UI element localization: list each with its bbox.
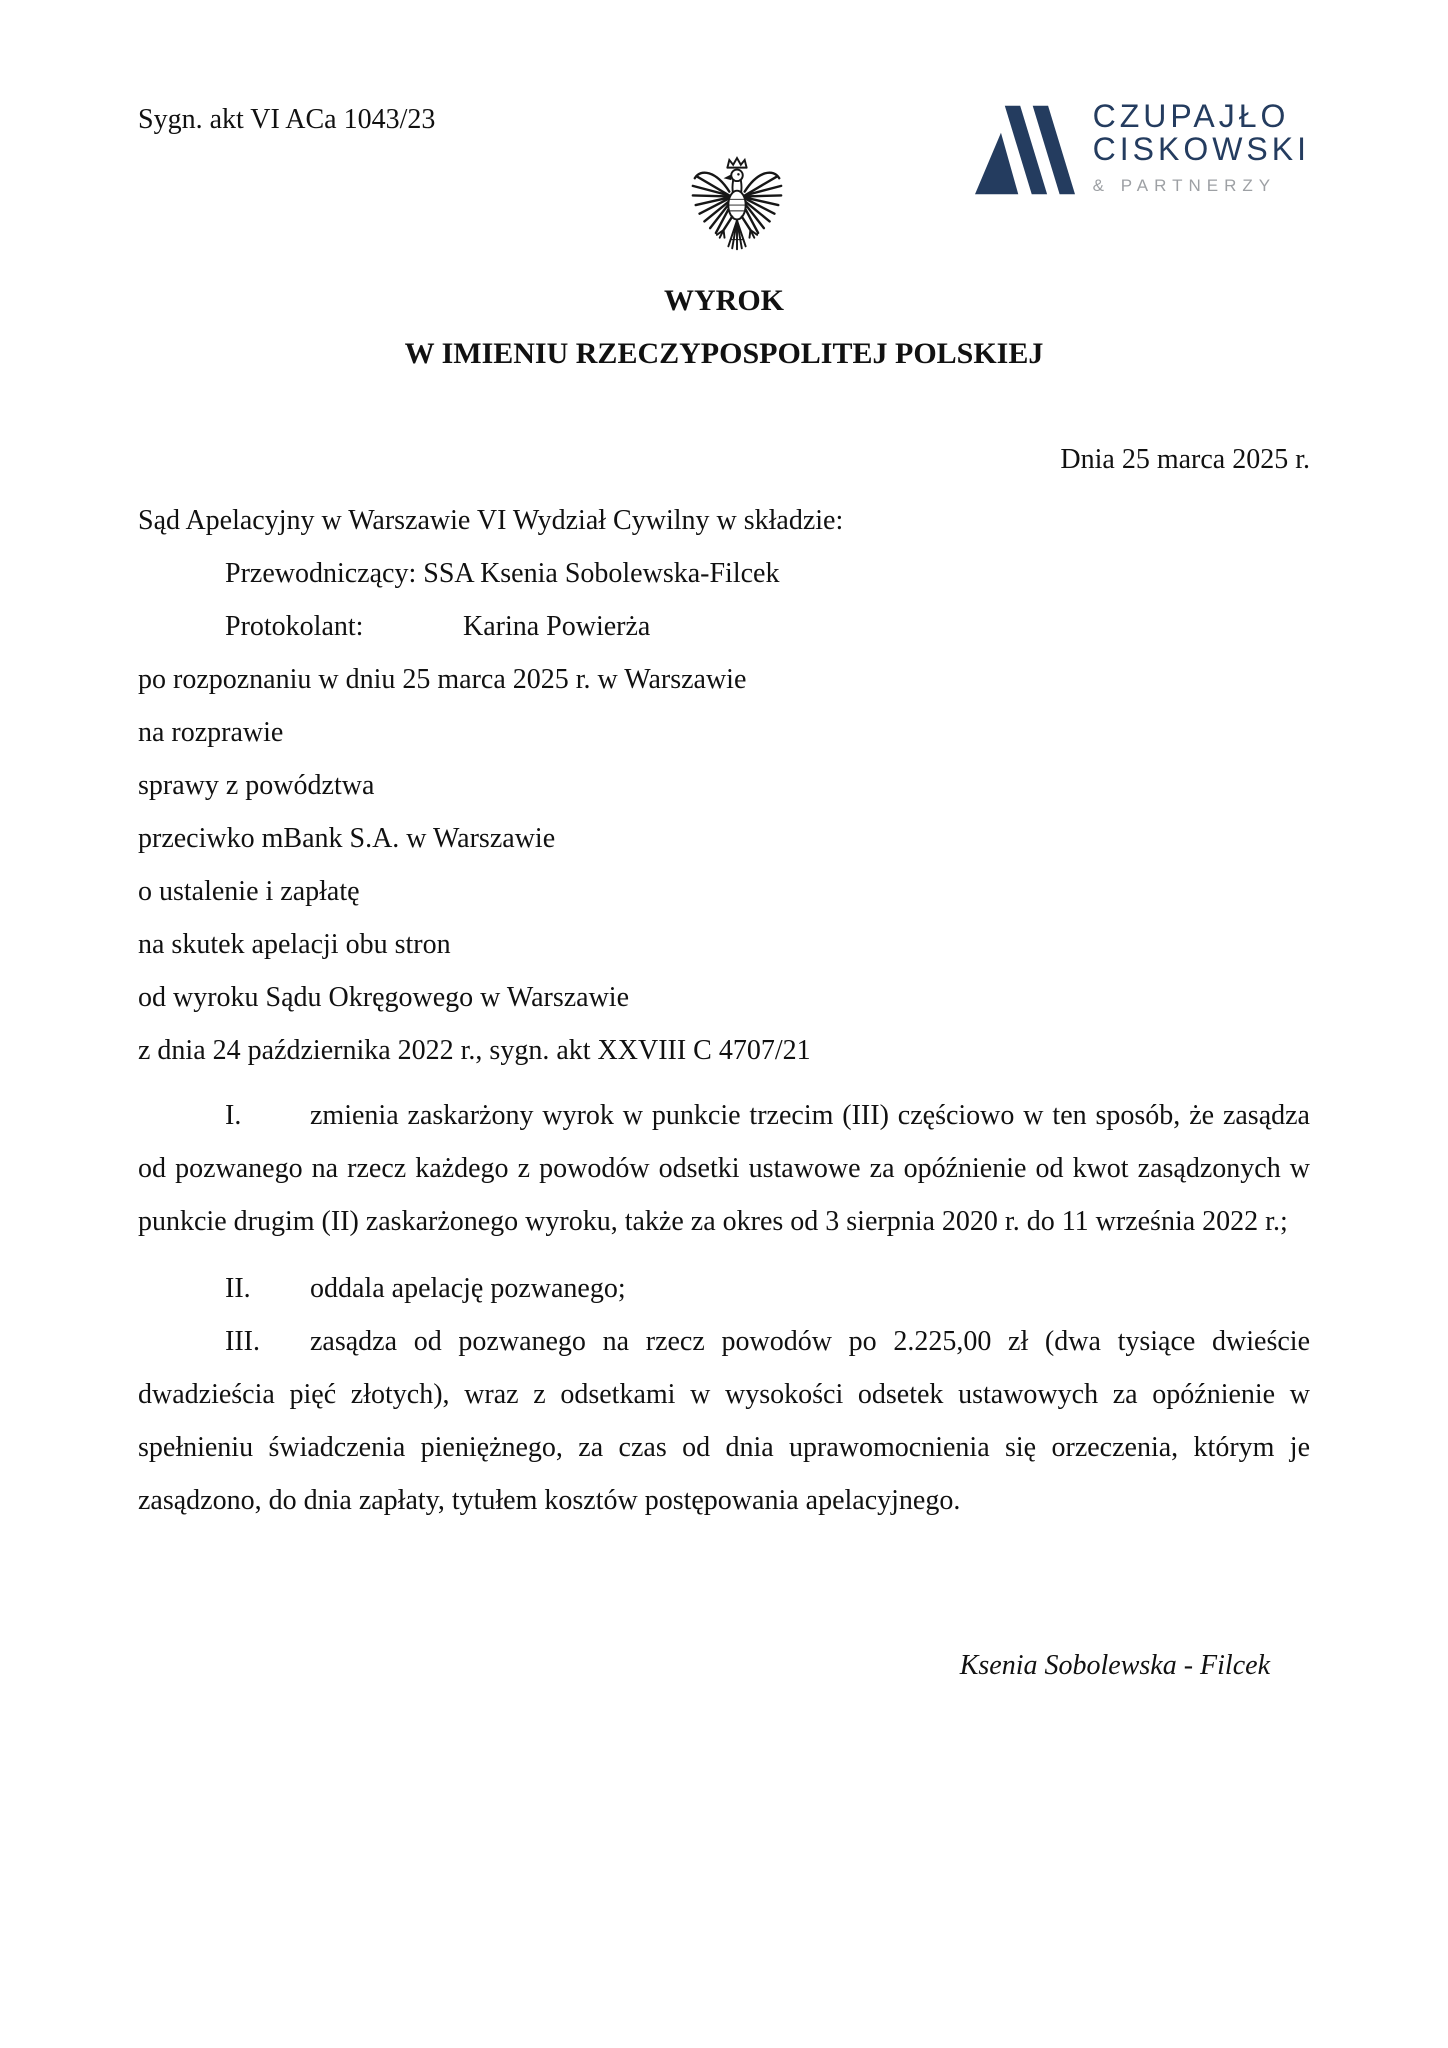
case-line: na rozprawie [138, 717, 284, 748]
case-line: sprawy z powództwa [138, 770, 375, 801]
judge-signature: Ksenia Sobolewska - Filcek [959, 1650, 1270, 1681]
judgment-date: Dnia 25 marca 2025 r. [1060, 444, 1310, 475]
polish-eagle-emblem-icon [689, 152, 785, 262]
judgment-title: WYROK [664, 284, 784, 317]
ruling-text: oddala apelację pozwanego; [310, 1273, 626, 1304]
clerk-label: Protokolant: [225, 611, 364, 642]
case-line: o ustalenie i zapłatę [138, 876, 360, 907]
ruling-text: zasądza od pozwanego na rzecz powodów po 2.225,00 zł (dwa tysiące dwieście dwadzieścia pięć złotych), wraz z odsetkami w wysokości odsetek ustawowych za opóźnienie w spełnieniu świadczenia pieniężnego, za czas od dnia uprawomocnienia się orzeczenia, którym je zasądzono, do dnia zapłaty, tytułem kosztów postępowania apelacyjnego. [138, 1326, 1310, 1516]
ruling-number: III. [225, 1326, 260, 1357]
ruling-item-1 [138, 1089, 1310, 1248]
logo-name-line3: & PARTNERZY [1092, 176, 1277, 195]
ruling-number: II. [225, 1273, 251, 1304]
logo-text [1093, 100, 1310, 195]
ruling-item-3 [138, 1315, 1310, 1527]
logo-name-line2: CISKOWSKI [1092, 131, 1310, 167]
logo-name-line1: CZUPAJŁO [1092, 98, 1290, 134]
ruling-text: zmienia zaskarżony wyrok w punkcie trzecim (III) częściowo w ten sposób, że zasądza od pozwanego na rzecz każdego z powodów odsetki ustawowe za opóźnienie od kwot zasądzonych w punkcie drugim (II) zaskarżonego wyroku, także za okres od 3 sierpnia 2020 r. do 11 września 2022 r.; [138, 1100, 1310, 1237]
ruling-item-2 [138, 1262, 1310, 1315]
ruling-number: I. [225, 1100, 242, 1131]
case-line: po rozpoznaniu w dniu 25 marca 2025 r. w Warszawie [138, 664, 747, 695]
case-line: od wyroku Sądu Okręgowego w Warszawie [138, 982, 629, 1013]
logo-mark-icon [975, 104, 1075, 196]
case-line: przeciwko mBank S.A. w Warszawie [138, 823, 556, 854]
chair-line: Przewodniczący: SSA Ksenia Sobolewska-Filcek [225, 558, 780, 589]
law-firm-logo [975, 100, 1310, 196]
clerk-line [138, 600, 1310, 653]
judgment-subtitle: W IMIENIU RZECZYPOSPOLITEJ POLSKIEJ [404, 337, 1044, 370]
judgment-body [138, 274, 1310, 1692]
case-number: Sygn. akt VI ACa 1043/23 [138, 104, 436, 135]
court-composition-heading: Sąd Apelacyjny w Warszawie VI Wydział Cywilny w składzie: [138, 505, 844, 536]
case-line: z dnia 24 października 2022 r., sygn. akt XXVIII C 4707/21 [138, 1035, 811, 1066]
clerk-name: Karina Powierża [463, 611, 651, 642]
case-line: na skutek apelacji obu stron [138, 929, 451, 960]
